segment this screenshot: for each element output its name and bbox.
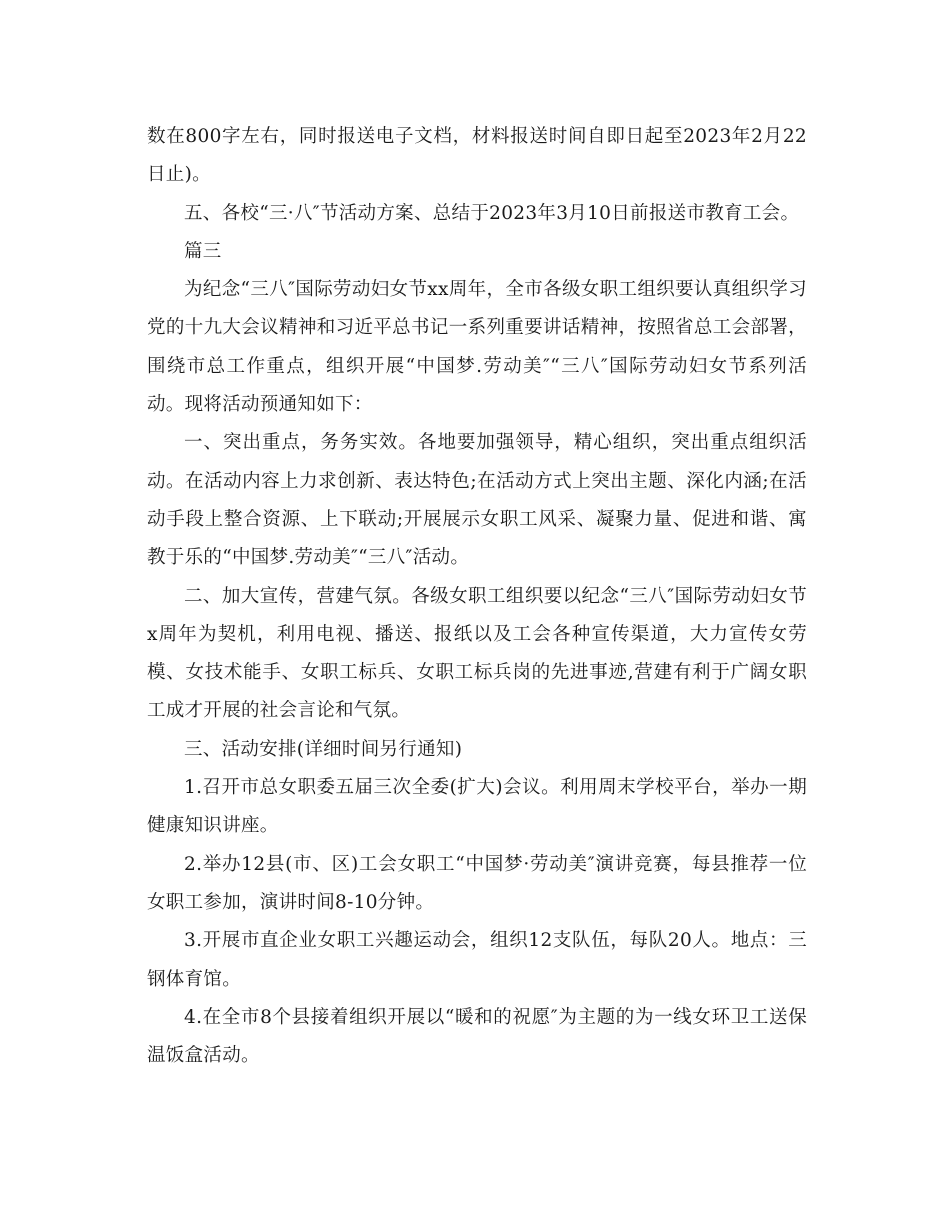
list-item-1: 1.召开市总女职委五届三次全委(扩大)会议。利用周末学校平台，举办一期健康知识讲座。: [147, 777, 807, 837]
paragraph-item-two: 二、加大宣传，营建气氛。各级女职工组织要以纪念“三八″国际劳动妇女节x周年为契机，利用电视、播送、报纸以及工会各种宣传渠道，大力宣传女劳模、女技术能手、女职工标兵、女职工标兵岗的先进事迹,营建有利于广阔女职工成才开展的社会言论和气氛。: [147, 585, 807, 722]
list-item-3: 3.开展市直企业女职工兴趣运动会，组织12支队伍，每队20人。地点：三钢体育馆。: [147, 930, 807, 990]
paragraph-continuation: 数在800字左右，同时报送电子文档，材料报送时间自即日起至2023年2月22日止)。: [147, 126, 807, 186]
list-item-2: 2.举办12县(市、区)工会女职工“中国梦·劳动美″演讲竞赛，每县推荐一位女职工参加，演讲时间8-10分钟。: [147, 853, 807, 913]
section-heading: 篇三: [184, 240, 222, 262]
document-body: [147, 118, 807, 1075]
list-item-4: 4.在全市8个县接着组织开展以“暖和的祝愿″为主题的为一线女环卫工送保温饭盒活动。: [147, 1006, 807, 1067]
paragraph-item-five: 五、各校“三·八″节活动方案、总结于2023年3月10日前报送市教育工会。: [184, 202, 800, 224]
paragraph-intro: 为纪念“三八″国际劳动妇女节xx周年，全市各级女职工组织要认真组织学习党的十九大会议精神和习近平总书记一系列重要讲话精神，按照省总工会部署，围绕市总工作重点，组织开展“中国梦.劳动美″“三八″国际劳动妇女节系列活动。现将活动预通知如下：: [147, 279, 807, 416]
paragraph-item-one: 一、突出重点，务务实效。各地要加强领导，精心组织，突出重点组织活动。在活动内容上力求创新、表达特色;在活动方式上突出主题、深化内涵;在活动手段上整合资源、上下联动;开展展示女职工风采、凝聚力量、促进和谐、寓教于乐的“中国梦.劳动美″“三八″活动。: [147, 432, 807, 569]
paragraph-item-three: 三、活动安排(详细时间另行通知): [184, 738, 463, 760]
